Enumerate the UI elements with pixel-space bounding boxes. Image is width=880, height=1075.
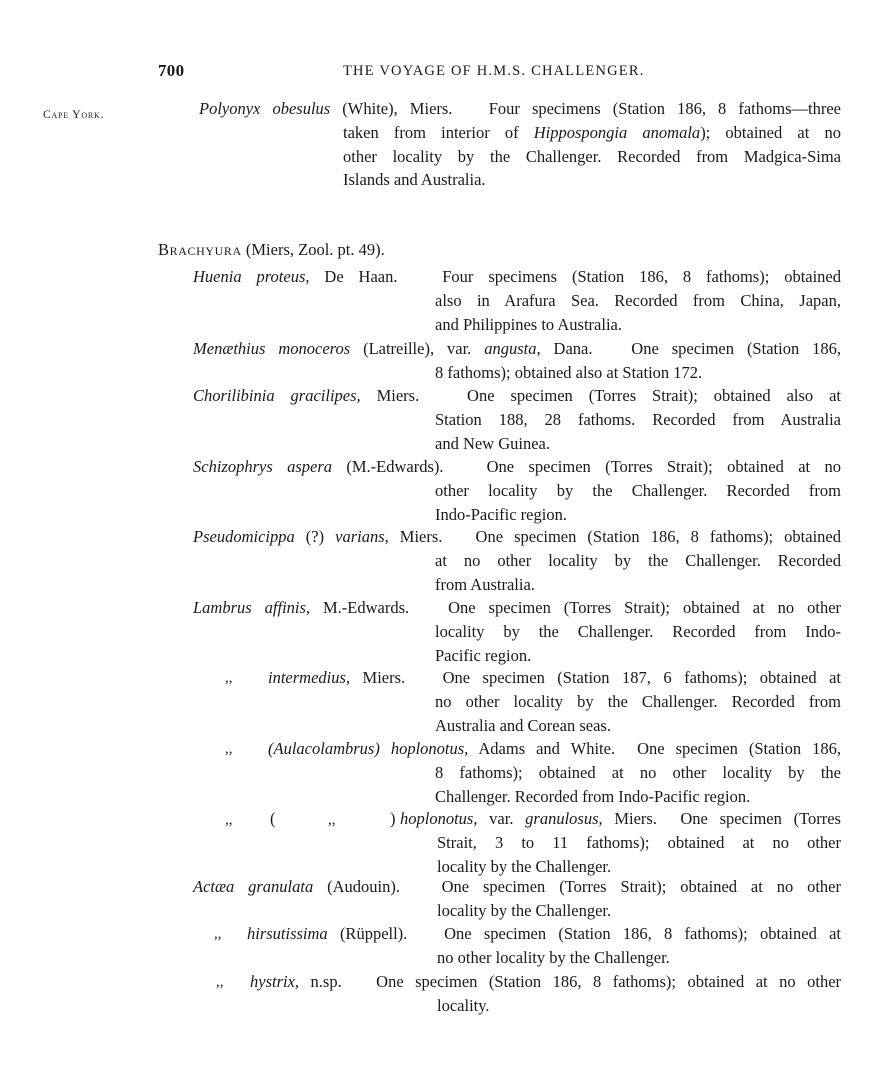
margin-locality-note: Cape York. — [43, 109, 105, 121]
entry-text: One specimen (Torres Strait); obtained at no — [486, 457, 842, 476]
entry-line — [193, 875, 841, 899]
entry-text: Four specimens (Station 186, 8 fathoms); obtained — [442, 267, 842, 286]
entry-line: at no other locality by the Challenger. Recorded — [435, 551, 841, 570]
entry-text: One specimen (Torres Strait); obtained at no other — [448, 598, 842, 617]
entry-line: also in Arafura Sea. Recorded from China, Japan, — [435, 291, 841, 310]
entry-line: Indo-Pacific region. — [435, 504, 567, 524]
entry-text: One specimen (Torres — [680, 809, 841, 828]
entry-line: 8 fathoms); obtained at no other locality by the — [435, 763, 841, 782]
species-author: De Haan. — [309, 267, 398, 286]
entry-text: One specimen (Station 186, 8 fathoms); obtained at no other — [376, 972, 842, 991]
entry-line: Challenger. Recorded from Indo-Pacific region. — [435, 786, 751, 806]
entry-text: One specimen (Torres Strait); obtained also at — [467, 386, 841, 405]
entry-line: from Australia. — [435, 574, 535, 594]
section-title: Brachyura — [158, 240, 242, 259]
entry-huenia-continuation — [435, 289, 841, 336]
entry-pseudomicippa-varians — [193, 525, 841, 549]
entry-text: One specimen (Torres Strait); obtained at no other — [441, 877, 841, 896]
entry-text: Four specimens (Station 186, 8 fathoms—three — [488, 99, 841, 118]
species-name: hoplonotus, — [400, 809, 478, 828]
species-author: (M.-Edwards). — [332, 457, 444, 476]
ditto-mark: ,, — [214, 926, 222, 942]
species-name: Actæa granulata — [193, 877, 314, 896]
species-name: (Aulacolambrus) hoplonotus, — [268, 739, 469, 758]
entry-line — [193, 596, 841, 620]
entry-line: locality by the Challenger. — [437, 856, 612, 876]
entry-schizophrys-aspera — [193, 455, 841, 479]
entry-huenia-proteus — [193, 265, 841, 289]
entry-menaethius-continuation — [435, 361, 841, 385]
entry-line — [247, 922, 841, 946]
entry-line — [199, 97, 841, 121]
species-author: (White), Miers. — [330, 99, 453, 118]
entry-line: no other locality by the Challenger. — [437, 948, 670, 967]
species-author: M.-Edwards. — [310, 598, 410, 617]
entry-polyonyx-continuation — [343, 121, 841, 192]
variety-label: var. — [477, 809, 526, 828]
entry-hoplonotus-granulosus — [400, 807, 841, 831]
entry-line — [400, 807, 841, 831]
entry-schizophrys-continuation — [435, 479, 841, 526]
entry-actaea-hirsutissima — [247, 922, 841, 946]
species-author: (Latreille), var. — [350, 339, 485, 358]
entry-line: Strait, 3 to 11 fathoms); obtained at no other — [437, 833, 841, 852]
entry-lambrus-affinis — [193, 596, 841, 620]
open-parenthesis: ( — [270, 809, 276, 828]
genus-name: Pseudomicippa — [193, 527, 295, 546]
species-author: Miers. — [350, 668, 406, 687]
entry-text: One specimen (Station 186, — [631, 339, 841, 358]
entry-line — [268, 666, 841, 690]
entry-intermedius-continuation — [435, 690, 841, 737]
entry-line: 8 fathoms); obtained also at Station 172. — [435, 363, 703, 382]
species-name: Chorilibinia gracilipes, — [193, 386, 361, 405]
species-name: Polyonyx obesulus — [199, 99, 331, 118]
entry-line: Islands and Australia. — [343, 170, 486, 189]
entry-line: Australia and Corean seas. — [435, 715, 611, 735]
species-name: Lambrus affinis, — [193, 598, 311, 617]
ditto-mark: ,, — [225, 741, 233, 757]
entry-hirsutissima-continuation — [437, 946, 841, 970]
entry-line — [193, 337, 841, 361]
entry-aulacolambrus-continuation — [435, 761, 841, 808]
page-number: 700 — [158, 61, 185, 80]
entry-polyonyx-obesulus — [199, 97, 841, 121]
running-head: THE VOYAGE OF H.M.S. CHALLENGER. — [343, 63, 645, 79]
entry-line — [193, 525, 841, 549]
species-name: Menæthius monoceros — [193, 339, 351, 358]
ditto-mark: ,, — [216, 974, 224, 990]
entry-text: One specimen (Station 187, 6 fathoms); obtained at — [442, 668, 841, 687]
ditto-mark: ,, — [225, 670, 233, 686]
entry-chorilibinia-gracilipes — [193, 384, 841, 408]
entry-line — [268, 737, 841, 761]
entry-line — [193, 455, 841, 479]
host-species-name: Hippospongia anomala — [533, 123, 701, 142]
ditto-mark: ,, — [225, 812, 233, 828]
species-author: Miers. — [388, 527, 443, 546]
ditto-mark-inner: ,, — [328, 812, 336, 828]
species-name: varians, — [335, 527, 389, 546]
entry-line: locality by the Challenger. — [437, 901, 612, 920]
entry-hystrix-continuation — [437, 994, 841, 1018]
species-name: intermedius, — [268, 668, 351, 687]
entry-actaea-granulata — [193, 875, 841, 899]
entry-line: other locality by the Challenger. Recorded from Madgica-Sima — [343, 146, 841, 166]
entry-line: locality by the Challenger. Recorded from Indo- — [435, 622, 841, 641]
entry-hoplonotus-granulosus-continuation — [437, 831, 841, 878]
species-author: (Rüppell). — [327, 924, 408, 943]
entry-line — [250, 970, 841, 994]
species-name: Huenia proteus, — [193, 267, 310, 286]
entry-lambrus-intermedius — [268, 666, 841, 690]
query-mark: (?) — [294, 527, 336, 546]
entry-line: Pacific region. — [435, 645, 532, 665]
species-author: Miers. — [602, 809, 657, 828]
entry-line — [193, 265, 841, 289]
entry-line: locality. — [437, 996, 490, 1015]
variety-name: angusta — [484, 339, 537, 358]
section-reference: (Miers, Zool. pt. 49). — [241, 240, 385, 259]
entry-lambrus-continuation — [435, 620, 841, 667]
species-name: hystrix, — [250, 972, 300, 991]
entry-line: Station 188, 28 fathoms. Recorded from Australia — [435, 410, 841, 429]
entry-text: One specimen (Station 186, — [637, 739, 841, 758]
species-name: hirsutissima — [247, 924, 328, 943]
close-parenthesis: ) — [390, 809, 396, 828]
species-author: (Audouin). — [313, 877, 400, 896]
species-author: Miers. — [360, 386, 420, 405]
entry-actaea-continuation — [437, 899, 841, 923]
entry-text: One specimen (Station 186, 8 fathoms); obtained — [475, 527, 841, 546]
species-name: Schizophrys aspera — [193, 457, 333, 476]
entry-actaea-hystrix — [250, 970, 841, 994]
entry-chorilibinia-continuation — [435, 408, 841, 455]
section-heading-brachyura — [158, 238, 385, 262]
species-author: Adams and White. — [468, 739, 616, 758]
entry-line — [193, 384, 841, 408]
entry-line: other locality by the Challenger. Recorded from — [435, 481, 841, 500]
entry-line — [343, 121, 841, 145]
species-author: n.sp. — [299, 972, 342, 991]
entry-aulacolambrus-hoplonotus — [268, 737, 841, 761]
variety-author: , Dana. — [536, 339, 593, 358]
entry-text: ); obtained at no — [700, 123, 841, 142]
entry-pseudomicippa-continuation — [435, 549, 841, 596]
entry-line: no other locality by the Challenger. Recorded from — [435, 692, 841, 711]
entry-line: and Philippines to Australia. — [435, 314, 622, 334]
entry-menaethius-monoceros — [193, 337, 841, 361]
variety-name: granulosus, — [525, 809, 603, 828]
entry-text: One specimen (Station 186, 8 fathoms); obtained at — [444, 924, 841, 943]
entry-text: taken from interior of — [343, 123, 534, 142]
entry-line: and New Guinea. — [435, 433, 551, 453]
